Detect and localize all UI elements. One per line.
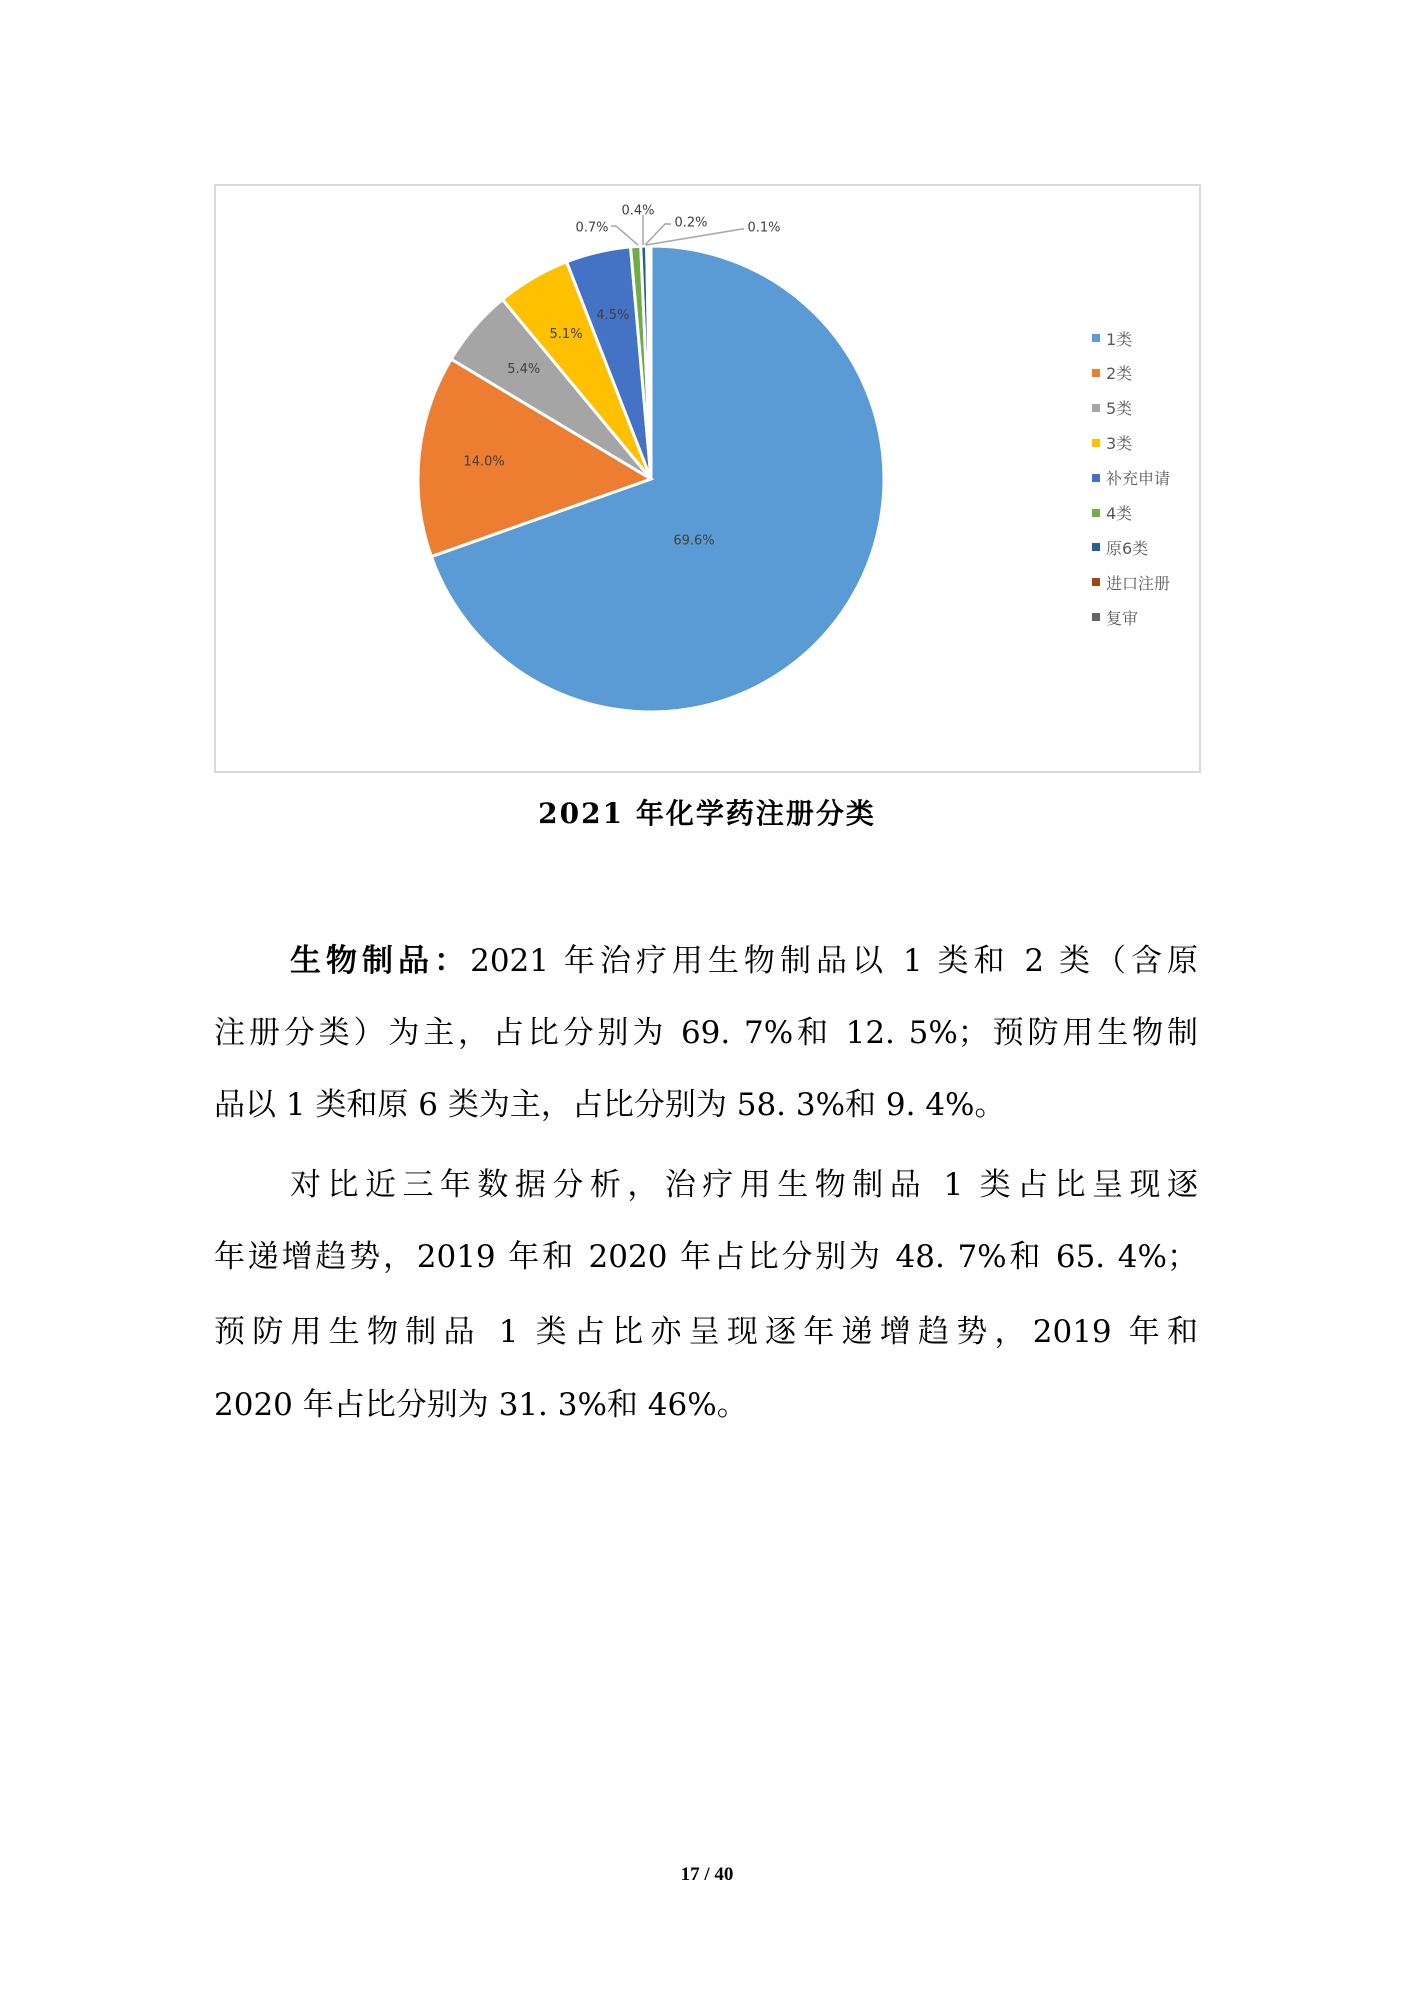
leader-line-0-7 [611, 226, 638, 245]
legend-marker-icon [1092, 543, 1100, 551]
paragraph-1-lead: 生物制品： [290, 943, 471, 979]
data-label-0: 69.6% [673, 533, 715, 549]
legend-item-2 [1092, 396, 1132, 420]
page-number: 17 / 40 [680, 1864, 734, 1885]
legend-label: 3类 [1106, 434, 1133, 454]
legend-label: 4类 [1106, 504, 1133, 523]
legend-item-5 [1092, 501, 1132, 525]
leader-line-0-1 [646, 229, 744, 245]
legend-marker-icon [1092, 439, 1100, 447]
paragraph-2-line-1: 对比近三年数据分析，治疗用生物制品 1 类占比呈现逐 [290, 1167, 1198, 1203]
data-label-4: 4.5% [596, 308, 630, 324]
chart-caption: 2021 年化学药注册分类 [538, 797, 876, 830]
legend-marker-icon [1092, 613, 1100, 621]
legend-item-3 [1092, 431, 1132, 455]
legend-label: 2类 [1106, 364, 1133, 384]
legend-item-0 [1092, 326, 1132, 350]
legend-label: 1类 [1106, 329, 1133, 349]
legend-label: 原6类 [1106, 538, 1149, 558]
legend-marker-icon [1092, 474, 1100, 482]
pie-slice-8 [650, 246, 651, 479]
paragraph-2-line-3: 预防用生物制品 1 类占比亦呈现逐年递增趋势，2019 年和 [214, 1314, 1198, 1350]
data-label-6: 0.4% [621, 203, 655, 219]
paragraph-2-line-4: 2020 年占比分别为 31. 3%和 46%。 [214, 1387, 748, 1423]
chart-frame [214, 184, 1201, 773]
legend-item-4 [1092, 466, 1170, 490]
data-label-8: 0.1% [747, 220, 781, 236]
pie-slices [418, 246, 884, 712]
data-label-7: 0.2% [674, 215, 708, 231]
data-label-1: 14.0% [463, 454, 505, 470]
legend-label: 5类 [1106, 399, 1133, 419]
legend-marker-icon [1092, 334, 1100, 342]
legend-item-7 [1092, 570, 1170, 594]
paragraph-1-line-3: 品以 1 类和原 6 类为主，占比分别为 58. 3%和 9. 4%。 [214, 1087, 1006, 1123]
data-label-2: 5.4% [507, 362, 541, 378]
legend-item-1 [1092, 361, 1132, 385]
legend-marker-icon [1092, 578, 1100, 586]
legend-label: 复审 [1106, 608, 1139, 628]
paragraph-1-line-1 [290, 939, 1198, 983]
pie-chart [216, 186, 1199, 771]
legend-item-8 [1092, 605, 1138, 629]
data-label-5: 0.7% [575, 220, 609, 236]
paragraph-2-line-2: 年递增趋势，2019 年和 2020 年占比分别为 48. 7%和 65. 4%； [214, 1239, 1198, 1275]
legend-label: 进口注册 [1106, 573, 1171, 593]
paragraph-1-line-1-text: 2021 年治疗用生物制品以 1 类和 2 类（含原 [470, 943, 1199, 979]
legend-marker-icon [1092, 404, 1100, 412]
legend-label: 补充申请 [1106, 469, 1171, 489]
data-label-3: 5.1% [549, 326, 583, 342]
legend-marker-icon [1092, 369, 1100, 377]
legend-item-6 [1092, 535, 1148, 559]
legend-marker-icon [1092, 509, 1100, 517]
paragraph-1-line-2: 注册分类）为主，占比分别为 69. 7%和 12. 5%；预防用生物制 [214, 1015, 1198, 1051]
